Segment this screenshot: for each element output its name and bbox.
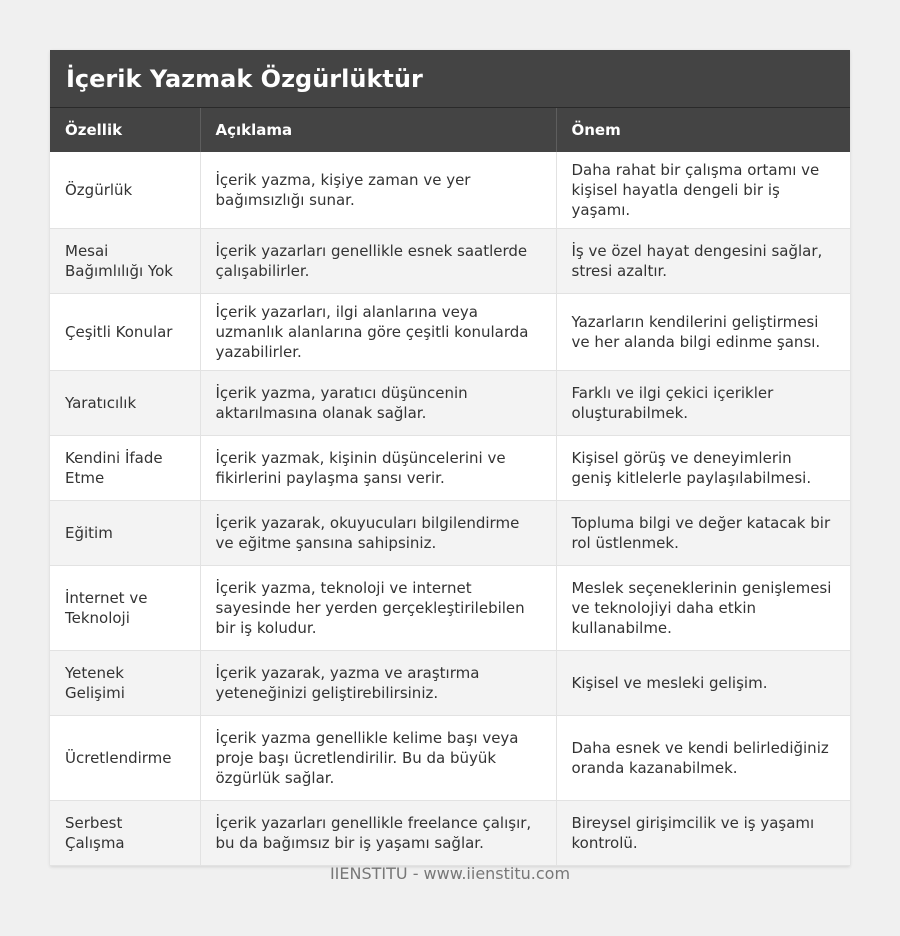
footer-credit: IIENSTITU - www.iienstitu.com (329, 864, 571, 883)
table-row (50, 229, 850, 294)
feature-cell: Yaratıcılık (50, 371, 200, 436)
description-cell: İçerik yazarları, ilgi alanlarına veya uzmanlık alanlarına göre çeşitli konularda yazabilirler. (200, 294, 556, 371)
feature-cell: Özgürlük (50, 152, 200, 229)
importance-cell: Kişisel ve mesleki gelişim. (556, 651, 850, 716)
importance-cell: Daha esnek ve kendi belirlediğiniz oranda kazanabilmek. (556, 716, 850, 801)
feature-cell: Mesai Bağımlılığı Yok (50, 229, 200, 294)
feature-cell: Yetenek Gelişimi (50, 651, 200, 716)
table-row (50, 801, 850, 866)
importance-cell: Kişisel görüş ve deneyimlerin geniş kitlelerle paylaşılabilmesi. (556, 436, 850, 501)
feature-cell: Kendini İfade Etme (50, 436, 200, 501)
column-header-description: Açıklama (200, 108, 556, 152)
importance-cell: Meslek seçeneklerinin genişlemesi ve teknolojiyi daha etkin kullanabilme. (556, 566, 850, 651)
table-title: İçerik Yazmak Özgürlüktür (50, 50, 850, 108)
table-row (50, 566, 850, 651)
description-cell: İçerik yazma, yaratıcı düşüncenin aktarılmasına olanak sağlar. (200, 371, 556, 436)
column-header-importance: Önem (556, 108, 850, 152)
feature-cell: Serbest Çalışma (50, 801, 200, 866)
feature-cell: Eğitim (50, 501, 200, 566)
description-cell: İçerik yazarak, yazma ve araştırma yeteneğinizi geliştirebilirsiniz. (200, 651, 556, 716)
feature-cell: Ücretlendirme (50, 716, 200, 801)
importance-cell: Bireysel girişimcilik ve iş yaşamı kontrolü. (556, 801, 850, 866)
table-row (50, 152, 850, 229)
importance-cell: Yazarların kendilerini geliştirmesi ve her alanda bilgi edinme şansı. (556, 294, 850, 371)
description-cell: İçerik yazma, kişiye zaman ve yer bağımsızlığı sunar. (200, 152, 556, 229)
table-row (50, 716, 850, 801)
features-table (50, 108, 850, 866)
description-cell: İçerik yazma, teknoloji ve internet sayesinde her yerden gerçekleştirilebilen bir iş koludur. (200, 566, 556, 651)
importance-cell: Topluma bilgi ve değer katacak bir rol üstlenmek. (556, 501, 850, 566)
importance-cell: Daha rahat bir çalışma ortamı ve kişisel hayatla dengeli bir iş yaşamı. (556, 152, 850, 229)
content-card (50, 50, 850, 866)
table-row (50, 501, 850, 566)
table-header-row (50, 108, 850, 152)
feature-cell: İnternet ve Teknoloji (50, 566, 200, 651)
importance-cell: Farklı ve ilgi çekici içerikler oluşturabilmek. (556, 371, 850, 436)
table-row (50, 371, 850, 436)
description-cell: İçerik yazmak, kişinin düşüncelerini ve fikirlerini paylaşma şansı verir. (200, 436, 556, 501)
description-cell: İçerik yazma genellikle kelime başı veya proje başı ücretlendirilir. Bu da büyük özgürlük sağlar. (200, 716, 556, 801)
description-cell: İçerik yazarları genellikle esnek saatlerde çalışabilirler. (200, 229, 556, 294)
table-row (50, 436, 850, 501)
importance-cell: İş ve özel hayat dengesini sağlar, stresi azaltır. (556, 229, 850, 294)
table-row (50, 294, 850, 371)
description-cell: İçerik yazarları genellikle freelance çalışır, bu da bağımsız bir iş yaşamı sağlar. (200, 801, 556, 866)
column-header-feature: Özellik (50, 108, 200, 152)
description-cell: İçerik yazarak, okuyucuları bilgilendirme ve eğitme şansına sahipsiniz. (200, 501, 556, 566)
table-row (50, 651, 850, 716)
feature-cell: Çeşitli Konular (50, 294, 200, 371)
